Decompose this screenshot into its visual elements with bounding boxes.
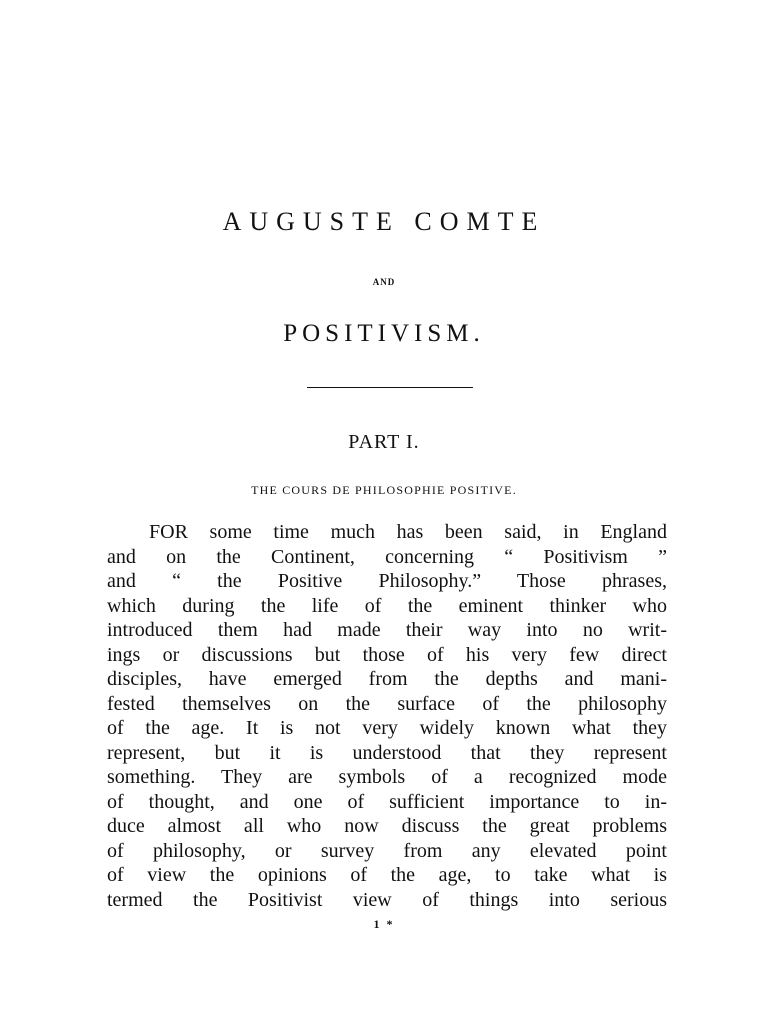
signature-mark: 1 * [373,917,395,931]
body-line: and “ the Positive Philosophy.” Those phrases, [107,570,667,592]
title-conjunction: AND [372,277,396,287]
body-paragraph [107,520,667,912]
book-subtitle: POSITIVISM. [283,320,485,347]
body-line: disciples, have emerged from the depths and mani- [107,668,667,690]
body-line: something. They are symbols of a recognized mode [107,766,667,788]
body-line: which during the life of the eminent thinker who [107,594,667,617]
chapter-heading: THE COURS DE PHILOSOPHIE POSITIVE. [251,483,517,497]
body-line: of view the opinions of the age, to take what is [107,864,667,886]
book-title: AUGUSTE COMTE [222,207,546,236]
body-line: of the age. It is not very widely known what they [107,717,667,739]
body-line: introduced them had made their way into no writ- [107,619,667,641]
body-line: and on the Continent, concerning “ Positivism ” [107,545,667,568]
part-heading: PART I. [348,431,420,453]
body-line: duce almost all who now discuss the great problems [107,815,667,837]
body-line: ings or discussions but those of his very few direct [107,643,667,666]
title-divider-rule [307,387,473,388]
body-line: termed the Positivist view of things into serious [107,888,667,911]
body-line: FOR some time much has been said, in England [149,521,667,543]
body-line: of philosophy, or survey from any elevated point [107,839,667,862]
body-line: represent, but it is understood that they represent [107,741,667,764]
body-line: fested themselves on the surface of the philosophy [107,692,667,715]
body-line: of thought, and one of sufficient importance to in- [107,790,667,813]
